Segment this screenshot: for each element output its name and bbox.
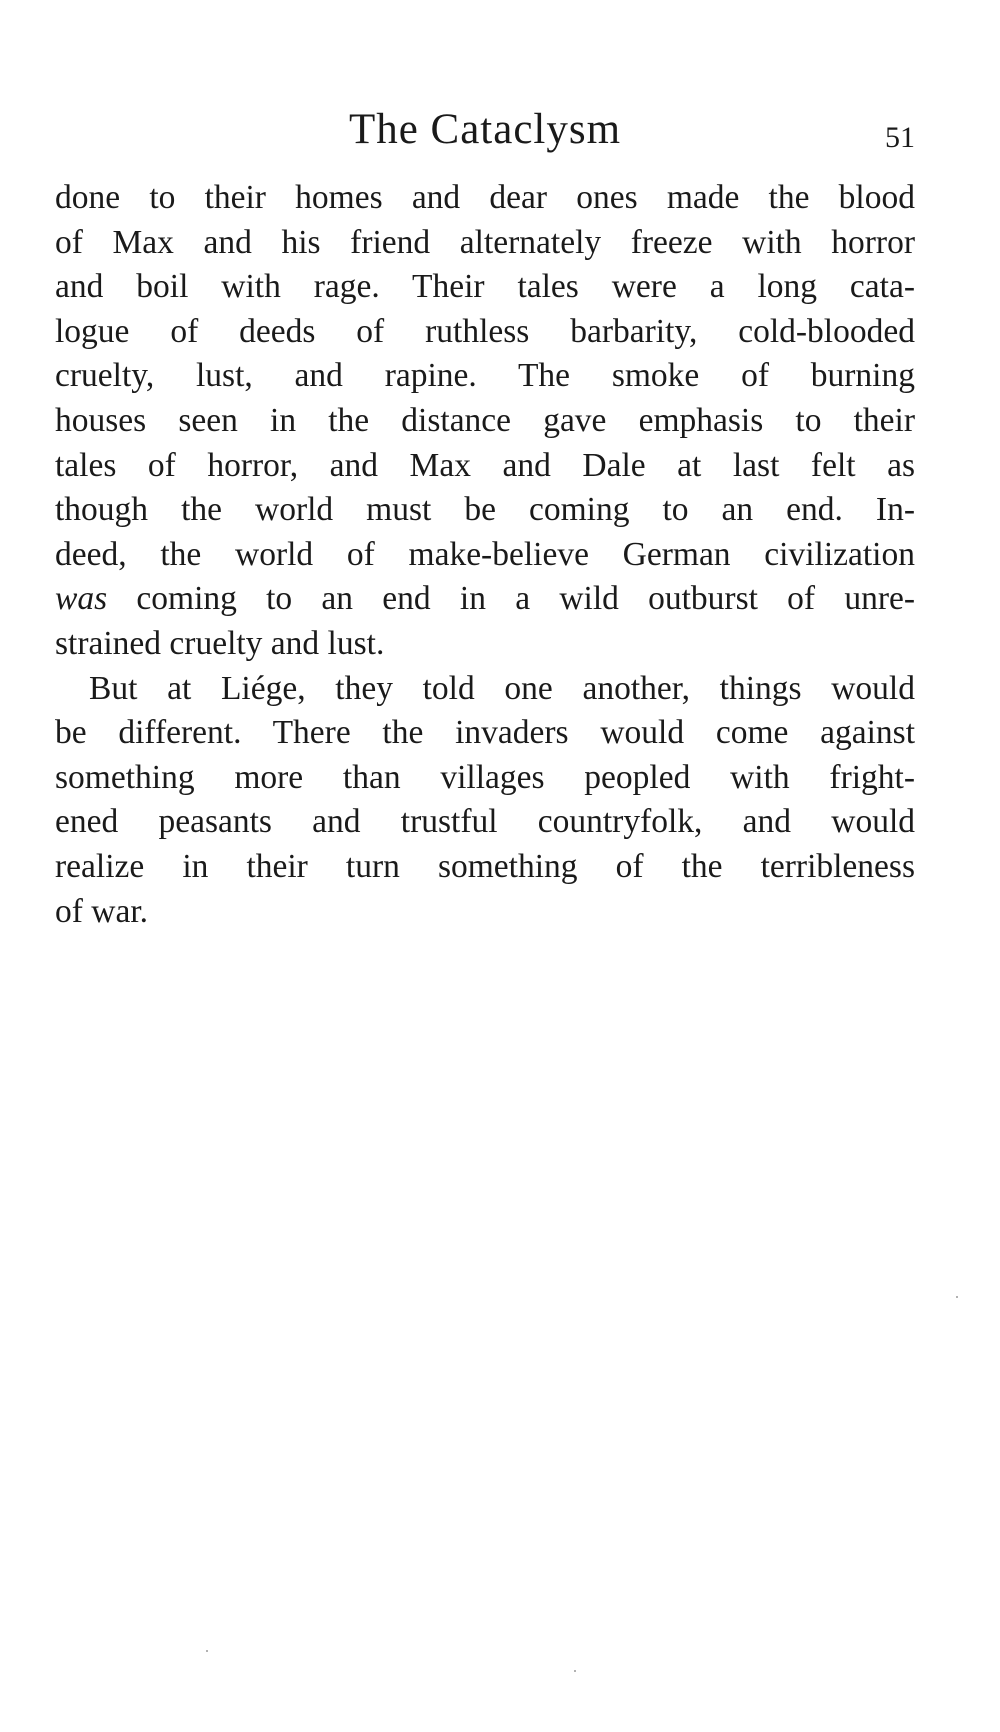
text-line: something more than villages peopled with fright-	[55, 758, 915, 796]
body-text	[55, 176, 915, 934]
text-line: deed, the world of make-believe German civilization	[55, 535, 915, 573]
text-line-rest: coming to an end in a wild outburst of unre-	[136, 580, 916, 618]
text-line: But at Liége, they told one another, things would	[89, 669, 915, 707]
chapter-title: The Cataclysm	[348, 106, 622, 153]
text-line-with-italic	[55, 577, 915, 622]
scan-speck	[574, 1670, 576, 1672]
paragraph-2	[55, 667, 915, 935]
text-line: of war.	[55, 892, 149, 930]
text-line: of Max and his friend alternately freeze with horror	[55, 223, 915, 261]
text-line: realize in their turn something of the terribleness	[55, 847, 915, 885]
text-line: strained cruelty and lust.	[55, 624, 385, 662]
text-line: cruelty, lust, and rapine. The smoke of burning	[55, 357, 915, 395]
text-line: done to their homes and dear ones made the blood	[55, 179, 915, 216]
paragraph-1	[55, 176, 915, 667]
scan-speck	[206, 1650, 208, 1652]
italic-word: was	[55, 580, 108, 618]
text-line: ened peasants and trustful countryfolk, and would	[55, 803, 915, 841]
running-head	[55, 100, 915, 160]
text-line: logue of deeds of ruthless barbarity, cold-blooded	[55, 312, 915, 350]
text-line: and boil with rage. Their tales were a long cata-	[55, 268, 915, 306]
text-line: though the world must be coming to an end. In-	[55, 491, 915, 529]
text-line: be different. There the invaders would come against	[55, 714, 915, 752]
text-line: tales of horror, and Max and Dale at last felt as	[55, 446, 915, 484]
scan-speck	[956, 1296, 958, 1298]
page-number: 51	[885, 121, 915, 154]
text-line: houses seen in the distance gave emphasis to their	[55, 401, 915, 439]
